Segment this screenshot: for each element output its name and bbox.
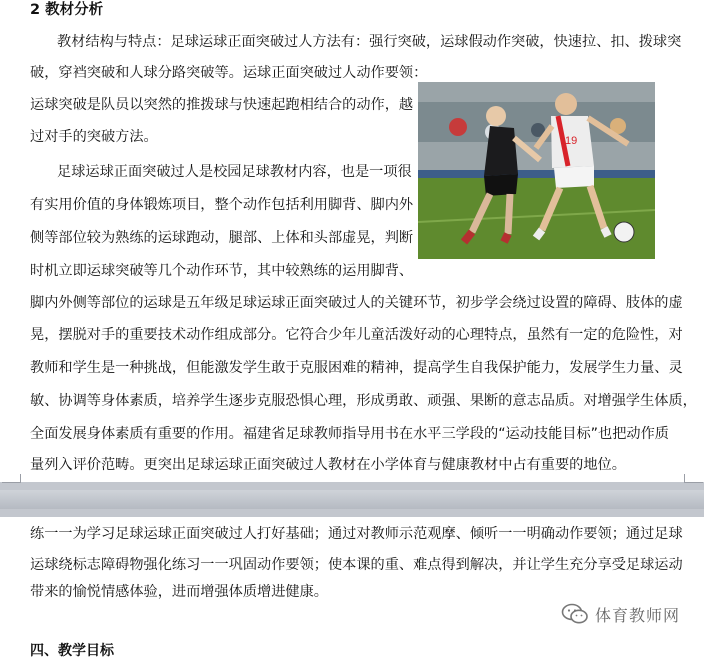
next-section-heading: 四、教学目标 xyxy=(30,643,114,659)
paragraph-line: 有实用价值的身体锻炼项目，整个动作包括利用脚背、脚内外 xyxy=(30,197,414,213)
wechat-icon xyxy=(561,603,589,625)
paragraph-line: 脚内外侧等部位的运球是五年级足球运球正面突破过人的关键环节，初步学会绕过设置的障碍、肢体的虚 xyxy=(30,295,683,311)
paragraph-line: 破，穿裆突破和人球分路突破等。运球正面突破过人动作要领： xyxy=(30,65,428,81)
paragraph-line: 足球运球正面突破过人是校园足球教材内容，也是一项很 xyxy=(57,164,412,180)
paragraph-line: 练一一为学习足球运球正面突破过人打好基础；通过对教师示范观摩、倾听一一明确动作要领；通过足球 xyxy=(30,526,683,542)
paragraph-line: 全面发展身体素质有重要的作用。福建省足球教师指导用书在水平三学段的“运动技能目标”也把动作质 xyxy=(30,426,669,442)
paragraph-line: 带来的愉悦情感体验，进而增强体质增进健康。 xyxy=(30,584,328,600)
jersey-number: 19 xyxy=(565,135,578,147)
page-separator xyxy=(0,490,704,509)
watermark-text: 体育教师网 xyxy=(595,605,681,625)
page-corner-mark xyxy=(2,474,21,483)
watermark xyxy=(561,603,680,625)
paragraph-line: 时机立即运球突破等几个动作环节，其中较熟练的运用脚背、 xyxy=(30,263,414,279)
paragraph-line: 教材结构与特点：足球运球正面突破过人方法有：强行突破，运球假动作突破，快速拉、扣、拨球突 xyxy=(57,34,682,50)
paragraph-line: 运球绕标志障碍物强化练习一一巩固动作要领；使本课的重、难点得到解决，并让学生充分享受足球运动 xyxy=(30,557,683,573)
page-break-gap xyxy=(0,482,704,517)
section-heading: 2 教材分析 xyxy=(30,2,104,18)
football-players-photo xyxy=(418,82,655,259)
paragraph-line: 运球突破是队员以突然的推拨球与快速起跑相结合的动作，越 xyxy=(30,97,414,113)
paragraph-line: 敏、协调等身体素质，培养学生逐步克服恐惧心理，形成勇敢、顽强、果断的意志品质。对增强学生体质， xyxy=(30,393,697,409)
page-corner-mark xyxy=(684,474,703,483)
paragraph-line: 量列入评价范畴。更突出足球运球正面突破过人教材在小学体育与健康教材中占有重要的地位。 xyxy=(30,457,626,473)
paragraph-line: 教师和学生是一种挑战，但能激发学生敢于克服困难的精神，提高学生自我保护能力，发展学生力量、灵 xyxy=(30,360,683,376)
paragraph-line: 侧等部位较为熟练的运球跑动，腿部、上体和头部虚晃，判断 xyxy=(30,230,414,246)
paragraph-line: 过对手的突破方法。 xyxy=(30,129,158,145)
paragraph-line: 晃，摆脱对手的重要技术动作组成部分。它符合少年儿童活泼好动的心理特点，虽然有一定的危险性，对 xyxy=(30,327,683,343)
